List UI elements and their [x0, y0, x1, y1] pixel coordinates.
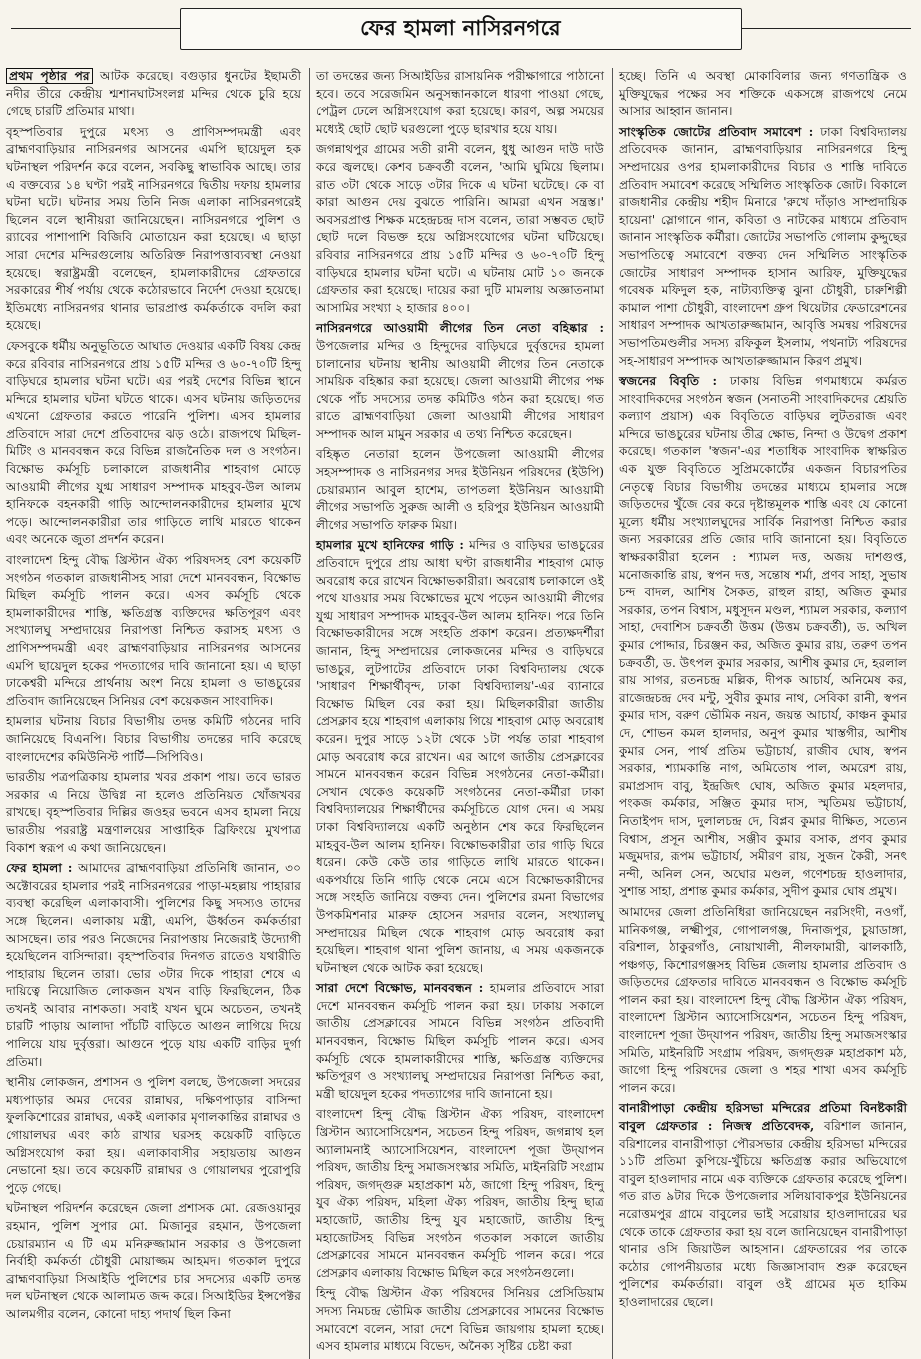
paragraph-text: বৃহস্পতিবার দুপুরে মৎস্য ও প্রাণিসম্পদমন্ত্রী এবং ব্রাহ্মণবাড়িয়ার নাসিরনগর আসনের এমপি ছায়েদুল হক ঘটনাস্থল পরিদর্শন করে বলেন, সবকিছু স্বাভাবিক আছে। তার এ বক্তব্যের ১৪ ঘণ্টা পরই নাসিরনগরে দ্বিতীয় দফায় হামলার ঘটনা ঘটে। ঘটনার সময় তিনি নিজ এলাকা নাসিরনগরেই ছিলেন বলে স্থানীয়রা জানিয়েছেন। নাসিরনগরে পুলিশ ও র‍্যাবের পাশাপাশি বিজিবি মোতায়েন করা হয়েছে। এ ছাড়া সারা দেশের মন্দিরগুলোয় অতিরিক্ত নিরাপত্তাব্যবস্থা নেওয়া হয়েছে। স্বরাষ্ট্রমন্ত্রী বলেছেন, হামলাকারীদের গ্রেফতারে সরকারের শীর্ষ পর্যায় থেকে কঠোরভাবে নির্দেশ দেওয়া হয়েছে। ইতিমধ্যে নাসিরনগর থানার ভারপ্রাপ্ত কর্মকর্তাকে বদলি করা হয়েছে। — [6, 124, 301, 333]
article-paragraph — [6, 713, 301, 766]
paragraph-lead: ফের হামলা : — [6, 861, 73, 876]
paragraph-lead: নাসিরনগরে আওয়ামী লীগের তিন নেতা বহিষ্কার : — [316, 321, 604, 336]
paragraph-text: আমাদের ব্রাহ্মণবাড়িয়া প্রতিনিধি জানান, ৩০ অক্টোবরের হামলার পরই নাসিরনগরের পাড়া-মহল্লায় পাহারার ব্যবস্থা করেছিল এলাকাবাসী। পুলিশের কিছু সদস্যও তাদের সঙ্গে ছিলেন। এলাকায় মন্ত্রী, এমপি, ঊর্ধ্বতন কর্মকর্তারা আসছেন। তার পরও নিজেদের নিরাপত্তায় নিজেরাই উদ্যোগী হয়েছিলেন বাসিন্দারা। বৃহস্পতিবার দিনগত রাতেও যথারীতি পাহারায় ছিলেন তারা। ভোর ৩টার দিকে পাহারা শেষে এ দায়িত্বে নিয়োজিত লোকজন যখন বাড়ি ফিরছিলেন, ঠিক তখনই আবার নাশকতা। সবাই যখন ঘুমে অচেতন, তখনই চারটি পাড়ায় আলাদা পাঁচটি বাড়িতে আগুন লাগিয়ে দিয়ে পালিয়ে যায় দুর্বৃত্তরা। আগুনে পুড়ে যায় একটি বাড়ির দুর্গা প্রতিমা। — [6, 861, 301, 1069]
article-paragraph — [316, 980, 604, 1103]
article-paragraph — [6, 769, 301, 857]
article-paragraph — [6, 860, 301, 1071]
paragraph-text: বহিষ্কৃত নেতারা হলেন উপজেলা আওয়ামী লীগের সহসম্পাদক ও নাসিরনগর সদর ইউনিয়ন পরিষদের (ইউপি) চেয়ারম্যান আবুল হাশেম, তাপতলা ইউনিয়ন আওয়ামী লীগের সভাপতি সুরুজ আলী ও হরিপুর ইউনিয়ন আওয়ামী লীগের সভাপতি ফারুক মিয়া। — [316, 447, 604, 532]
paragraph-lead: বানারীপাড়া কেন্দ্রীয় হরিসভা মন্দিরের প্রতিমা বিনষ্টকারী বাবুল গ্রেফতার : নিজস্ব প্রতিবেদক, — [619, 1101, 907, 1134]
article-paragraph — [619, 68, 907, 121]
paragraph-text: হামলার ঘটনায় বিচার বিভাগীয় তদন্ত কমিটি গঠনের দাবি জানিয়েছে বিএনপি। বিচার বিভাগীয় তদন্তের দাবি করেছে বাংলাদেশের কমিউনিস্ট পার্টি—সিপিবিও। — [6, 714, 301, 764]
article-column-3 — [612, 68, 907, 1359]
paragraph-lead: স্বজনের বিবৃতি : — [619, 374, 717, 389]
paragraph-text: মন্দির ও বাড়িঘর ভাঙচুরের প্রতিবাদে দুপুরে প্রায় আধা ঘণ্টা রাজধানীর শাহবাগ মোড় অবরোধ করে রাখেন বিক্ষোভকারীরা। অবরোধ চলাকালে ওই পথে যাওয়ার সময় বিক্ষোভের মুখে পড়েন আওয়ামী লীগের যুগ্ম সাধারণ সম্পাদক মাহবুব-উল আলম হানিফ। পরে তিনি বিক্ষোভকারীদের সঙ্গে সংহতি প্রকাশ করেন। প্রত্যক্ষদর্শীরা জানান, হিন্দু সম্প্রদায়ের লোকজনের মন্দির ও বাড়িঘরে ভাঙচুর, লুটপাটের প্রতিবাদে ঢাকা বিশ্ববিদ্যালয় থেকে 'সাধারণ শিক্ষার্থীবৃন্দ, ঢাকা বিশ্ববিদ্যালয়'-এর ব্যানারে বিক্ষোভ মিছিল বের করা হয়। মিছিলকারীরা জাতীয় প্রেসক্লাব হয়ে শাহবাগ এলাকায় গিয়ে শাহবাগ মোড় অবরোধ করেন। দুপুর সাড়ে ১২টা থেকে ১টা পর্যন্ত তারা শাহবাগ মোড় অবরোধ করে রাখেন। এর আগে জাতীয় প্রেসক্লাবের সামনে মানববন্ধন করেন বিভিন্ন সংগঠনের নেতা-কর্মীরা। সেখান থেকেও কয়েকটি সংগঠনের নেতা-কর্মীরা ঢাকা বিশ্ববিদ্যালয়ের শিক্ষার্থীদের কর্মসূচিতে যোগ দেন। এ সময় ঢাকা বিশ্ববিদ্যালয়ে একটি অনুষ্ঠান শেষ করে ফিরছিলেন মাহবুব-উল আলম হানিফ। বিক্ষোভকারীরা তার গাড়ি ঘিরে ধরেন। কেউ কেউ তার গাড়িতে লাথি মারতে থাকেন। একপর্যায়ে তিনি গাড়ি থেকে নেমে এসে বিক্ষোভকারীদের সঙ্গে সংহতি জানিয়ে বক্তব্য দেন। পুলিশের রমনা বিভাগের উপকমিশনার মারুফ হোসেন সরদার বলেন, সংখ্যালঘু সম্প্রদায়ের মিছিল থেকে শাহবাগ মোড় অবরোধ করা হয়েছিল। শাহবাগ থানা পুলিশ জানায়, এ সময় একজনকে ঘটনাস্থল থেকে আটক করা হয়েছে। — [316, 538, 604, 975]
paragraph-lead: প্রথম পৃষ্ঠার পর — [6, 68, 93, 84]
paragraph-text: বাংলাদেশ হিন্দু বৌদ্ধ খ্রিস্টান ঐক্য পরিষদসহ বেশ কয়েকটি সংগঠন গতকাল রাজধানীসহ সারা দেশে মানববন্ধন, বিক্ষোভ মিছিল কর্মসূচি পালন করে। এসব কর্মসূচি থেকে হামলাকারীদের শাস্তি, ক্ষতিগ্রস্ত ব্যক্তিদের ক্ষতিপূরণ এবং সংখ্যালঘু সম্প্রদায়ের নিরাপত্তা নিশ্চিত করাসহ মৎস্য ও প্রাণিসম্পদমন্ত্রী এবং ব্রাহ্মণবাড়িয়ার নাসিরনগর আসনের এমপি ছায়েদুল হকের পদত্যাগের দাবি জানানো হয়। এ ছাড়া ঢাকেশ্বরী মন্দিরে প্রার্থনায় অংশ নিয়ে হামলা ও ভাঙচুরের প্রতিবাদ জানিয়েছেন সিনিয়র বেশ কয়েকজন সাংবাদিক। — [6, 553, 301, 708]
paragraph-text: বরিশাল জানান, বরিশালের বানারীপাড়া পৌরসভার কেন্দ্রীয় হরিসভা মন্দিরের ১১টি প্রতিমা কুপিয়ে-খুঁচিয়ে ক্ষতিগ্রস্ত করার অভিযোগে বাবুল হাওলাদার নামে এক ব্যক্তিকে গ্রেফতার করেছে পুলিশ। গত রাত ৯টার দিকে উপজেলার সলিয়াবাকপুর ইউনিয়নের নরোত্তমপুর গ্রামে বাবুলের ভাই সরোয়ার হাওলাদারের ঘর থেকে তাকে গ্রেফতার করা হয় বলে জানিয়েছেন বানারীপাড়া থানার ওসি জিয়াউল আহসান। গ্রেফতারের পর তাকে কঠোর গোপনীয়তার মধ্যে জিজ্ঞাসাবাদ শুরু করেছেন পুলিশের কর্মকর্তারা। বাবুল ওই গ্রামের মৃত হাকিম হাওলাদারের ছেলে। — [619, 1119, 907, 1309]
paragraph-text: ফেসবুকে ধর্মীয় অনুভূতিতে আঘাত দেওয়ার একটি বিষয় কেন্দ্র করে রবিবার নাসিরনগরে প্রায় ১৫টি মন্দির ও ৬০-৭০টি হিন্দু বাড়িঘরে হামলার ঘটনা ঘটে। এর পরই দেশের বিভিন্ন স্থানে মন্দিরে হামলার ঘটনা ঘটতে থাকে। এসব ঘটনায় জড়িতদের এখনো গ্রেফতার করতে পারেনি পুলিশ। এসব হামলার প্রতিবাদে সারা দেশে প্রতিবাদের ঝড় ওঠে। রাজপথে মিছিল-মিটিং ও মানববন্ধন করে বিভিন্ন রাজনৈতিক দল ও সংগঠন। বিক্ষোভ কর্মসূচি চলাকালে রাজধানীর শাহবাগ মোড়ে আওয়ামী লীগের যুগ্ম সাধারণ সম্পাদক মাহবুব-উল আলম হানিফকে বহনকারী গাড়ি আন্দোলনকারীদের হামলার মুখে পড়ে। আন্দোলনকারীরা তার গাড়িতে লাথি মারতে থাকেন এবং অনেকে জুতা প্রদর্শন করেন। — [6, 338, 301, 547]
article-paragraph — [6, 1200, 301, 1323]
headline: ফের হামলা নাসিরনগরে — [360, 15, 561, 40]
paragraph-text: আমাদের জেলা প্রতিনিধিরা জানিয়েছেন নরসিংদী, নওগাঁ, মানিকগঞ্জ, লক্ষ্মীপুর, গোপালগঞ্জ, দিনাজপুর, চুয়াডাঙ্গা, বরিশাল, ঠাকুরগাঁও, নোয়াখালী, নীলফামারী, ঝালকাঠি, পঞ্চগড়, কিশোরগঞ্জসহ বিভিন্ন জেলায় হামলার প্রতিবাদ ও জড়িতদের গ্রেফতার দাবিতে মানববন্ধন ও বিক্ষোভ কর্মসূচি পালন করা হয়। বাংলাদেশ হিন্দু বৌদ্ধ খ্রিস্টান ঐক্য পরিষদ, বাংলাদেশ খ্রিস্টান অ্যাসোসিয়েশন, সচেতন হিন্দু পরিষদ, বাংলাদেশ পূজা উদ্‌যাপন পরিষদ, জাতীয় হিন্দু সমাজসংস্কার সমিতি, মাইনরিটি সংগ্রাম পরিষদ, জগদ্গুরু মহাপ্রকাশ মঠ, জাগো হিন্দু পরিষদের জেলা ও শহর শাখা এসব কর্মসূচি পালন করে। — [619, 904, 907, 1095]
article-paragraph — [619, 124, 907, 370]
paragraph-text: উপজেলার মন্দির ও হিন্দুদের বাড়িঘরে দুর্বৃত্তদের হামলা চালানোর ঘটনায় স্থানীয় আওয়ামী লীগের তিন নেতাকে সাময়িক বহিষ্কার করা হয়েছে। জেলা আওয়ামী লীগের পক্ষ থেকে পাঁচ সদস্যের তদন্ত কমিটিও গঠন করা হয়েছে। গত রাতে ব্রাহ্মণবাড়িয়া জেলা আওয়ামী লীগের সাধারণ সম্পাদক আল মামুন সরকার এ তথ্য নিশ্চিত করেছেন। — [316, 338, 604, 441]
article-paragraph — [6, 552, 301, 710]
paragraph-text: হচ্ছে। তিনি এ অবস্থা মোকাবিলার জন্য গণতান্ত্রিক ও মুক্তিযুদ্ধের পক্ষের সব শক্তিকে একসঙ্গে রাজপথে নেমে আসার আহ্বান জানান। — [619, 69, 907, 119]
article-paragraph — [619, 904, 907, 1098]
paragraph-lead: সাংস্কৃতিক জোটের প্রতিবাদ সমাবেশ : — [619, 124, 814, 139]
paragraph-text: হিন্দু বৌদ্ধ খ্রিস্টান ঐক্য পরিষদের সিনিয়র প্রেসিডিয়াম সদস্য নিমচন্দ্র ভৌমিক জাতীয় প্রেসক্লাবের সামনের বিক্ষোভ সমাবেশে বলেন, সারা দেশে বিভিন্ন জায়গায় হামলা হচ্ছে। এসব হামলার মাধ্যমে বিভেদ, অনৈক্য সৃষ্টির চেষ্টা করা — [316, 1286, 604, 1354]
article-column-2 — [309, 68, 604, 1359]
paragraph-text: ভারতীয় পত্রপত্রিকায় হামলার খবর প্রকাশ পায়। তবে ভারত সরকার এ নিয়ে উদ্বিগ্ন না হলেও প্রতিনিয়ত খোঁজখবর রাখছে। বৃহস্পতিবার দিল্লির জওহর ভবনে এসব হামলা নিয়ে ভারতীয় পররাষ্ট্র মন্ত্রণালয়ের সাপ্তাহিক ব্রিফিংয়ে মুখপাত্র বিকাশ স্বরূপ এ কথা জানিয়েছেন। — [6, 770, 301, 855]
article-paragraph — [316, 1106, 604, 1282]
paragraph-text: আটক করেছে। বগুড়ার ধুনটের ইছামতী নদীর তীরে কেন্দ্রীয় শ্মশানঘাটসংলগ্ন মন্দির থেকে চুরি হয়ে গেছে চারটি প্রতিমার মাথা। — [6, 69, 301, 119]
article-paragraph — [619, 373, 907, 901]
article-paragraph — [6, 68, 301, 121]
paragraph-text: ঢাকায় বিভিন্ন গণমাধ্যমে কর্মরত সাংবাদিকদের সংগঠন স্বজন (সনাতনী সাংবাদিকদের শ্রেয়তি কল্যাণ প্রয়াস) এক বিবৃতিতে বাড়িঘর লুটতরাজ এবং মন্দিরে ভাঙচুরের ঘটনায় তীব্র ক্ষোভ, নিন্দা ও উদ্বেগ প্রকাশ করেছে। গতকাল 'স্বজন'-এর শতাধিক সাংবাদিক স্বাক্ষরিত এক যুক্ত বিবৃতিতে সুপ্রিমকোর্টের একজন বিচারপতির নেতৃত্বে বিচার বিভাগীয় তদন্তের মাধ্যমে হামলার সঙ্গে জড়িতদের খুঁজে বের করে দৃষ্টান্তমূলক শাস্তি এবং যে কোনো মূল্যে ধর্মীয় সংখ্যালঘুদের সার্বিক নিরাপত্তা নিশ্চিত করার জন্য সরকারের প্রতি জোর দাবি জানানো হয়। বিবৃতিতে স্বাক্ষরকারীরা হলেন : শ্যামল দত্ত, অজয় দাশগুপ্ত, মনোজকান্তি রায়, স্বপন দত্ত, সন্তোষ শর্মা, প্রণব সাহা, সুভাষ চন্দ বাদল, আশিষ সৈকত, রাহুল রাহা, অজিত কুমার সরকার, তপন বিশ্বাস, মধুসূদন মণ্ডল, শ্যামল সরকার, কল্যাণ সাহা, দেবাশিস চক্রবর্তী উত্তম (উত্তম চক্রবর্তী), ড. অখিল কুমার পোদ্দার, চিরঞ্জন কর, অজিত কুমার রায়, তরুণ তপন চক্রবর্তী, ড. উৎপল কুমার সরকার, আশীষ কুমার দে, হরলাল রায় সাগর, রতনচন্দ্র মল্লিক, দীপক আচার্য, অনিমেষ কর, রাজেন্দ্রচন্দ্র দেব মন্টু, সুবীর কুমার নাথ, সেবিকা রানী, স্বপন কুমার দাস, বরুণ ভৌমিক নয়ন, জয়ন্ত আচার্য, কাঞ্চন কুমার দে, শোভন কমল হালদার, অনুপ কুমার খাস্তগীর, আশীষ কুমার সেন, পার্থ প্রতিম ভট্টাচার্য, রাজীব ঘোষ, স্বপন সরকার, শ্যামকান্তি নাগ, অমিতোষ পাল, অমরেশ রায়, রমাপ্রসাদ বাবু, ইন্দ্রজিৎ ঘোষ, অজিত কুমার মহলদার, পংকজ কর্মকার, সঞ্জিত কুমার দাস, স্মৃতিময় ভট্টাচার্য, নিতাইপদ দাস, দুলালচন্দ্র দে, বিপ্লব কুমার দীক্ষিত, সত্যেন বিশ্বাস, প্রসূন আশীষ, সঞ্জীব কুমার বসাক, প্রণব কুমার মজুমদার, রূপম ভট্টাচার্য, সমীরণ রায়, সুজন কৈরী, সনৎ নন্দী, অনিল সেন, অঘোর মণ্ডল, গণেশচন্দ্র হাওলাদার, সুশান্ত সাহা, প্রশান্ত কুমার কর্মকার, সুদীপ কুমার ঘোষ প্রমুখ। — [619, 374, 907, 899]
article-paragraph — [619, 1100, 907, 1311]
article-columns — [6, 68, 915, 1354]
article-paragraph — [316, 1285, 604, 1355]
article-paragraph — [316, 537, 604, 977]
article-paragraph — [6, 124, 301, 335]
article-paragraph — [6, 1074, 301, 1197]
paragraph-text: জগন্নাথপুর গ্রামের সতী রানী বলেন, ধুধু আগুন দাউ দাউ করে জ্বলছে। কেশব চক্রবর্তী বলেন, 'আমি ঘুমিয়ে ছিলাম। রাত ৩টা থেকে সাড়ে ৩টার দিকে এ ঘটনা ঘটেছে। কে বা কারা আগুন দেয় বুঝতে পারিনি। আমরা এখন সন্ত্রস্ত।' অবসরপ্রাপ্ত শিক্ষক মহেন্দ্রচন্দ্র দাস বলেন, তারা সম্ভবত ছোট ছোট দলে বিভক্ত হয়ে অগ্নিসংযোগের ঘটনা ঘটিয়েছে। রবিবার নাসিরনগরে প্রায় ১৫টি মন্দির ও ৬০-৭০টি হিন্দু বাড়িঘরে হামলার ঘটনা ঘটে। এ ঘটনায় মোট ১০ জনকে গ্রেফতার করা হয়েছে। দায়ের করা দুটি মামলায় অজ্ঞাতনামা আসামির সংখ্যা ২ হাজার ৪০০। — [316, 142, 604, 315]
paragraph-text: ঢাকা বিশ্ববিদ্যালয় প্রতিবেদক জানান, ব্রাহ্মণবাড়িয়ার নাসিরনগরে হিন্দু সম্প্রদায়ের ওপর হামলাকারীদের বিচার ও শাস্তি দাবিতে প্রতিবাদ সমাবেশ করেছে সম্মিলিত সাংস্কৃতিক জোট। বিকালে রাজধানীর কেন্দ্রীয় শহীদ মিনারে 'রুখে দাঁড়াও সাম্প্রদায়িক হায়েনা' স্লোগানে গান, কবিতা ও নাটকের মাধ্যমে প্রতিবাদ জানান সাংস্কৃতিক কর্মীরা। জোটের সভাপতি গোলাম কুদ্দুছের সভাপতিত্বে সমাবেশে বক্তব্য দেন সম্মিলিত সাংস্কৃতিক জোটের সাধারণ সম্পাদক হাসান আরিফ, মুক্তিযুদ্ধের গবেষক মফিদুল হক, নাট্যব্যক্তিত্ব ঝুনা চৌধুরী, চারুশিল্পী কামাল পাশা চৌধুরী, বাংলাদেশ গ্রুপ থিয়েটার ফেডারেশনের সাধারণ সম্পাদক আখতারুজ্জামান, আবৃত্তি সমন্বয় পরিষদের সভাপতিমণ্ডলীর সদস্য রফিকুল ইসলাম, পথনাট্য পরিষদের সহ-সাধারণ সম্পাদক আখতারুজ্জামান কিরণ প্রমুখ। — [619, 124, 907, 368]
paragraph-text: হামলার প্রতিবাদে সারা দেশে মানববন্ধন কর্মসূচি পালন করা হয়। ঢাকায় সকালে জাতীয় প্রেসক্লাবের সামনে বিভিন্ন সংগঠন প্রতিবাদী মানববন্ধন, বিক্ষোভ মিছিল কর্মসূচি পালন করে। এসব কর্মসূচি থেকে হামলাকারীদের শাস্তি, ক্ষতিগ্রস্ত ব্যক্তিদের ক্ষতিপূরণ ও সংখ্যালঘু সম্প্রদায়ের নিরাপত্তা নিশ্চিত করা, মন্ত্রী ছায়েদুল হকের পদত্যাগের দাবি জানানো হয়। — [316, 981, 604, 1101]
paragraph-lead: হামলার মুখে হানিফের গাড়ি : — [316, 538, 464, 553]
paragraph-text: স্থানীয় লোকজন, প্রশাসন ও পুলিশ বলছে, উপজেলা সদরের মধ্যপাড়ার অমর দেবের রান্নাঘর, দক্ষিণপাড়ার বাসিন্দা ফুলকিশোরের রান্নাঘর, একই এলাকার মৃণালকান্তির রান্নাঘর ও গোয়ালঘর এবং কাঠ রাখার ঘরসহ কয়েকটি বাড়িতে অগ্নিসংযোগ করা হয়। এলাকাবাসীর সহায়তায় আগুন নেভানো হয়। তবে কয়েকটি রান্নাঘর ও গোয়ালঘর পুরোপুরি পুড়ে গেছে। — [6, 1075, 301, 1195]
paragraph-lead: সারা দেশে বিক্ষোভ, মানববন্ধন : — [316, 981, 484, 996]
article-paragraph — [316, 68, 604, 138]
paragraph-text: ঘটনাস্থল পরিদর্শন করেছেন জেলা প্রশাসক মো. রেজওয়ানুর রহমান, পুলিশ সুপার মো. মিজানুর রহমান, উপজেলা চেয়ারম্যান এ টি এম মনিরুজ্জামান সরকার ও উপজেলা নির্বাহী কর্মকর্তা চৌধুরী মোয়াজ্জম আহমদ। গতকাল দুপুরে ব্রাহ্মণবাড়িয়া সিআইডি পুলিশের চার সদস্যের একটি তদন্ত দল ঘটনাস্থল থেকে আলামত জব্দ করে। সিআইডির ইন্সপেক্টর আলমগীর বলেন, কোনো দাহ্য পদার্থ ছিল কিনা — [6, 1201, 301, 1321]
article-paragraph — [316, 446, 604, 534]
article-paragraph — [316, 141, 604, 317]
paragraph-text: তা তদন্তের জন্য সিআইডির রাসায়নিক পরীক্ষাগারে পাঠানো হবে। তবে সরেজমিন অনুসন্ধানকালে ধারণা পাওয়া গেছে, পেট্রল ঢেলে অগ্নিসংযোগ করা হয়েছে। কারণ, অল্প সময়ের মধ্যেই ছোট ছোট ঘরগুলো পুড়ে ছারখার হয়ে যায়। — [316, 69, 604, 136]
paragraph-text: বাংলাদেশ হিন্দু বৌদ্ধ খ্রিস্টান ঐক্য পরিষদ, বাংলাদেশ খ্রিস্টান অ্যাসোসিয়েশন, সচেতন হিন্দু পরিষদ, জগন্নাথ হল অ্যালামনাই অ্যাসোসিয়েশন, বাংলাদেশ পূজা উদ্‌যাপন পরিষদ, জাতীয় হিন্দু সমাজসংস্কার সমিতি, মাইনরিটি সংগ্রাম পরিষদ, জগদ্গুরু মহাপ্রকাশ মঠ, জাগো হিন্দু পরিষদ, হিন্দু যুব ঐক্য পরিষদ, মহিলা ঐক্য পরিষদ, জাতীয় হিন্দু ছাত্র মহাজোট, জাতীয় হিন্দু যুব মহাজোট, জাতীয় হিন্দু মহাজোটসহ বিভিন্ন সংগঠন গতকাল সকালে জাতীয় প্রেসক্লাবের সামনে মানববন্ধন কর্মসূচি পালন করে। পরে প্রেসক্লাব এলাকায় বিক্ষোভ মিছিল করে সংগঠনগুলো। — [316, 1107, 604, 1280]
article-paragraph — [316, 320, 604, 443]
headline-box — [180, 8, 742, 50]
article-paragraph — [6, 338, 301, 549]
article-column-1 — [6, 68, 301, 1359]
